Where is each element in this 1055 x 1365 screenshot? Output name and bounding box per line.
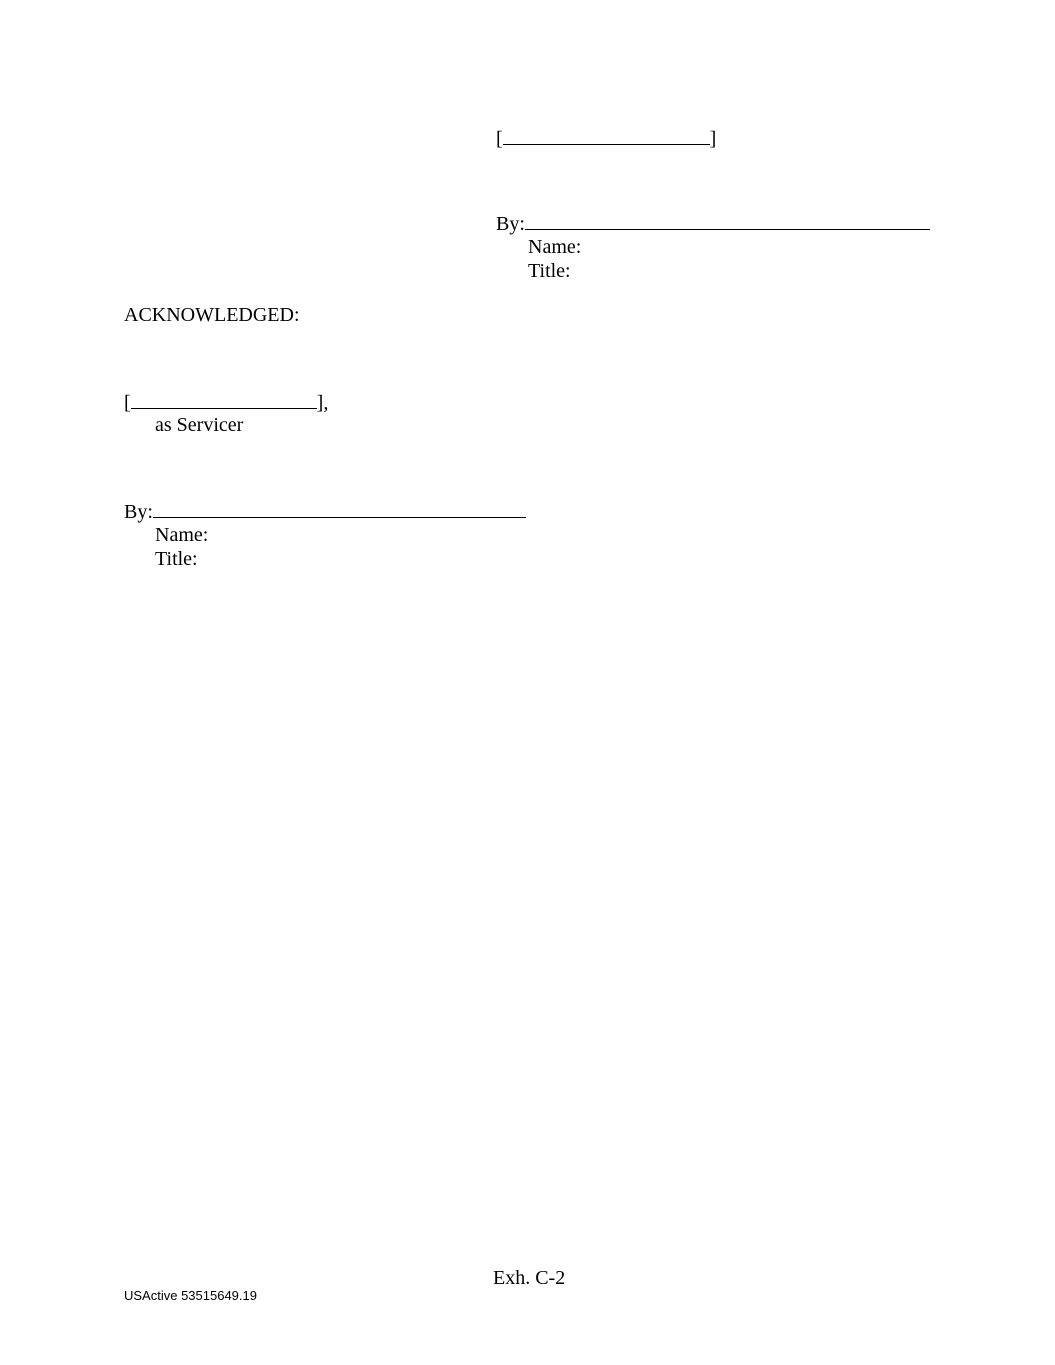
servicer-open-bracket: [ (124, 392, 131, 414)
page-number: Exh. C-2 (493, 1267, 566, 1289)
party-name-field (496, 126, 716, 151)
servicer-close-bracket: ], (316, 392, 329, 414)
servicer-name-field (124, 390, 328, 415)
party-name-blank (503, 126, 710, 145)
party-close-bracket: ] (709, 128, 717, 150)
party-name-label: Name: (528, 236, 582, 258)
party-title-label: Title: (528, 260, 571, 282)
party-by-label: By: (496, 213, 525, 235)
acknowledged-heading: ACKNOWLEDGED: (124, 304, 300, 326)
servicer-title-label: Title: (155, 548, 198, 570)
servicer-name-label: Name: (155, 524, 209, 546)
document-id: USActive 53515649.19 (124, 1288, 257, 1303)
servicer-by-label: By: (124, 501, 153, 523)
servicer-signature-blank (153, 499, 526, 518)
servicer-role: as Servicer (155, 414, 244, 436)
servicer-signature-line (124, 499, 526, 524)
party-open-bracket: [ (496, 128, 503, 150)
servicer-name-blank (131, 390, 317, 409)
party-signature-line (496, 211, 930, 236)
party-signature-blank (525, 211, 930, 230)
